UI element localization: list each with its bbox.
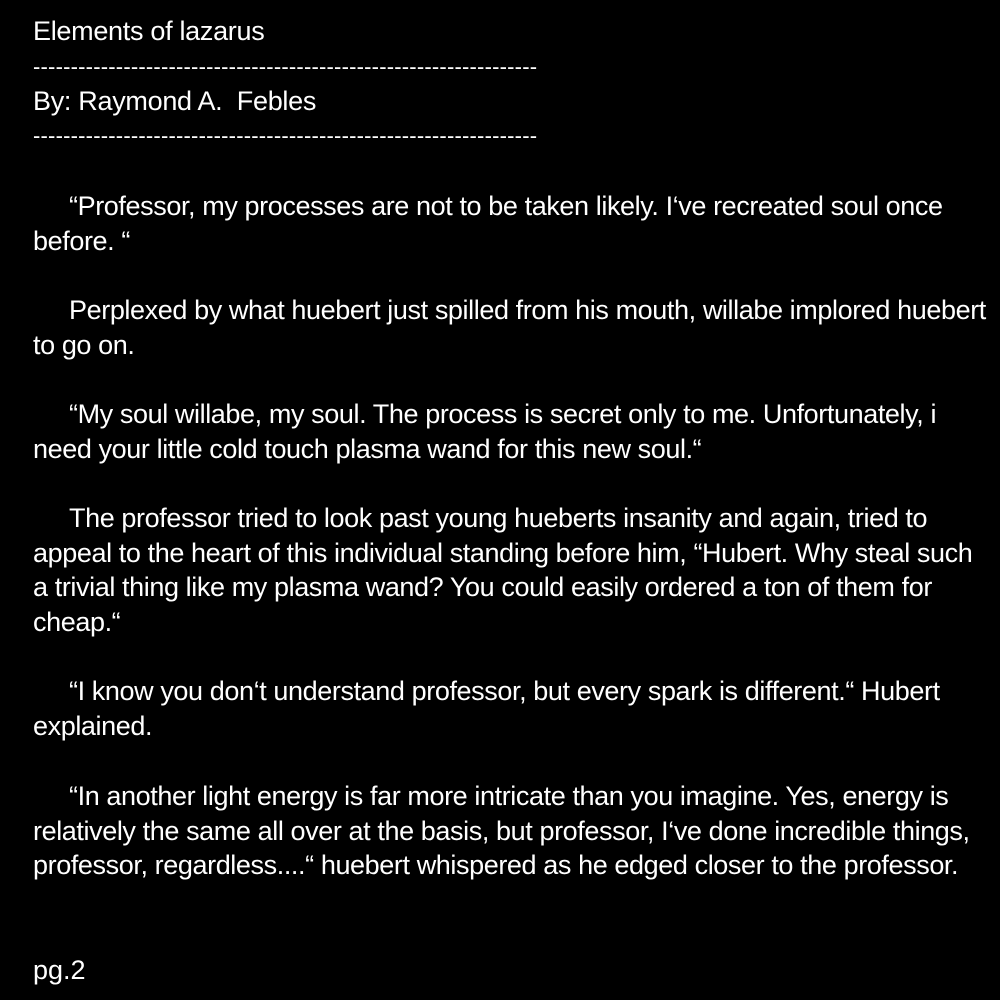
divider-bottom: ------------------------------------------------------------------- [33,123,538,148]
paragraph-2: Perplexed by what huebert just spilled from his mouth, willabe implored huebert to go on. [33,295,986,360]
paragraph-3: “My soul willabe, my soul. The process is secret only to me. Unfortunately, i need your little cold touch plasma wand for this new soul.“ [33,399,937,464]
divider-top: ------------------------------------------------------------------- [33,54,538,79]
byline: By: Raymond A. Febles [33,86,317,116]
document-title: Elements of lazarus [33,16,265,46]
page-number: pg.2 [33,955,86,985]
paragraph-1: “Professor, my processes are not to be taken likely. I‘ve recreated soul once before. “ [33,191,943,256]
paragraph-4: The professor tried to look past young hueberts insanity and again, tried to appeal to the heart of this individual standing before him, “Hubert. Why steal such a trivial thing like my plasma wand? You could easily ordered a ton of them for cheap.“ [33,503,973,637]
paragraph-5: “I know you don‘t understand professor, but every spark is different.“ Hubert explained. [33,676,940,741]
paragraph-6: “In another light energy is far more intricate than you imagine. Yes, energy is relatively the same all over at the basis, but professor, I‘ve done incredible things, professor, regardless....“ huebert whispered as he edged closer to the professor. [33,781,970,880]
